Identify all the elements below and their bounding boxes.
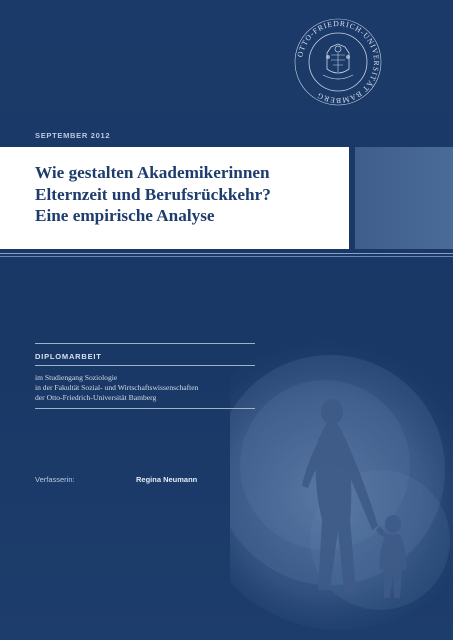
seal-text: OTTO-FRIEDRICH-UNIVERSITÄT BAMBERG (295, 18, 382, 106)
author-label: Verfasserin: (35, 475, 75, 484)
title-line-1: Wie gestalten Akademikerinnen (35, 163, 270, 182)
divider-rule (35, 343, 255, 344)
separator-line (0, 253, 453, 254)
author-name: Regina Neumann (136, 475, 198, 484)
university-seal-icon (293, 17, 383, 107)
thesis-type: DIPLOMARBEIT (35, 352, 102, 361)
title-line-3: Eine empirische Analyse (35, 206, 215, 225)
accent-block (355, 147, 453, 249)
title-line-2: Elternzeit und Berufsrückkehr? (35, 184, 271, 204)
divider-rule (35, 365, 255, 366)
thesis-title (35, 162, 271, 227)
description-line-2: in der Fakultät Sozial- und Wirtschaftswissenschaften (35, 382, 199, 392)
separator-line (0, 256, 453, 257)
description-line-3: der Otto-Friedrich-Universität Bamberg (35, 392, 157, 402)
divider-rule (35, 408, 255, 409)
description-line-1: im Studiengang Soziologie (35, 373, 118, 382)
mother-child-illustration-icon (230, 290, 453, 640)
thesis-description (35, 373, 198, 402)
title-box (0, 147, 349, 249)
date-label: SEPTEMBER 2012 (35, 131, 111, 140)
